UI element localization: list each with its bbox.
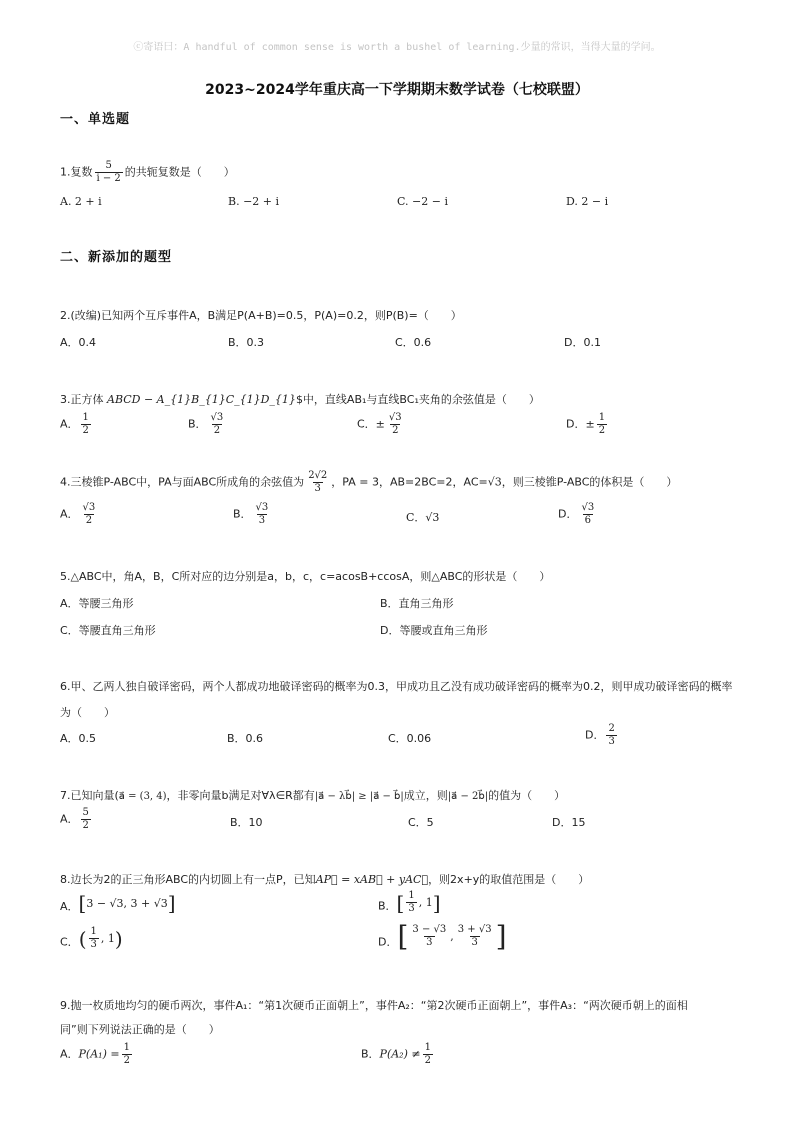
q1-prefix: 1.复数 xyxy=(60,165,93,179)
q3-a-label: A． xyxy=(60,417,79,431)
question-7-stem xyxy=(60,787,565,803)
q4-a-num: √3 xyxy=(82,502,96,513)
q3-option-d[interactable] xyxy=(566,412,609,437)
q5-option-d[interactable]: D．等腰或直角三角形 xyxy=(380,624,488,637)
q8-c-num: 1 xyxy=(90,926,97,937)
q2-option-b[interactable]: B．0.3 xyxy=(228,336,265,349)
q6-option-d[interactable] xyxy=(585,723,619,748)
q4-b-label: B． xyxy=(233,507,252,521)
q8-c-tail: , 1 xyxy=(100,932,115,945)
q7-a-num: 5 xyxy=(82,807,89,818)
q3-option-b[interactable] xyxy=(188,412,227,437)
q4-option-c[interactable]: C．√3 xyxy=(406,511,440,524)
q4-option-a[interactable] xyxy=(60,502,99,527)
q4-option-d[interactable] xyxy=(558,502,598,527)
q8-b-den: 3 xyxy=(408,903,415,914)
section-heading-new-types: 二、新添加的题型 xyxy=(60,250,173,265)
question-9-stem-line2: 同”则下列说法正确的是（ ） xyxy=(60,1023,220,1036)
q1-fraction xyxy=(95,160,123,185)
q6-option-a[interactable]: A．0.5 xyxy=(60,732,97,745)
q6-d-num: 2 xyxy=(608,723,615,734)
q4-d-label: D． xyxy=(558,507,578,521)
question-3-stem xyxy=(60,391,540,407)
question-6-stem-line1: 6.甲、乙两人独自破译密码，两个人都成功地破译密码的概率为0.3，甲成功且乙没有成功破译密码的概率为0.2，则甲成功破译密码的概率 xyxy=(60,680,733,693)
q3-stem-start: 3.正方体 xyxy=(60,393,107,406)
q8-c-label: C． xyxy=(60,935,79,949)
q1-suffix: 的共轭复数是（ ） xyxy=(124,165,235,179)
q8-a-label: A． xyxy=(60,900,79,913)
q9-option-b[interactable] xyxy=(361,1042,435,1067)
q6-option-c[interactable]: C．0.06 xyxy=(388,732,432,745)
q9-a-math: P(A₁) = xyxy=(78,1047,120,1061)
q8-option-b[interactable]: B． [ $\frac{1}{3}$ , 1 ] xyxy=(378,890,441,915)
q7-part2: a⃗ = (3, 4) xyxy=(118,791,167,802)
q3-c-den: 2 xyxy=(392,425,399,436)
page-title: 2023~2024学年重庆高一下学期期末数学试卷（七校联盟） xyxy=(205,82,589,98)
q8-option-d[interactable]: D． [ $\frac{3 - √3}{3}$ , $\frac{3 + √3}{3}$ ] xyxy=(378,919,507,953)
q3-stem-end: $中，直线AB₁与直线BC₁夹角的余弦值是（ ） xyxy=(295,393,540,406)
q3-stem-math: ABCD − A_{1}B_{1}C_{1}D_{1} xyxy=(107,393,296,406)
question-6-stem-line2: 为（ ） xyxy=(60,706,115,719)
q8-option-c[interactable]: C． ( $\frac{1}{3}$ , 1 ) xyxy=(60,926,123,951)
q8-d-den1: 3 xyxy=(426,937,433,948)
q8-d-num1: 3 − √3 xyxy=(412,924,447,935)
q9-b-math: P(A₂) ≠ xyxy=(379,1047,421,1061)
q9-b-den: 2 xyxy=(424,1055,431,1066)
q4-d-num: √3 xyxy=(581,502,595,513)
q1-option-c[interactable]: C. −2 − i xyxy=(397,195,448,208)
q2-option-d[interactable]: D．0.1 xyxy=(564,336,601,349)
q9-option-a[interactable] xyxy=(60,1042,134,1067)
q8-b-num: 1 xyxy=(408,890,415,901)
q4-part3: √3 xyxy=(487,475,502,489)
q8-a-body: 3 − √3, 3 + √3 xyxy=(86,896,168,910)
q9-b-num: 1 xyxy=(424,1042,431,1053)
q7-part6: |a⃗ − 2b⃗| xyxy=(447,791,489,802)
q3-a-den: 2 xyxy=(82,425,89,436)
q2-option-a[interactable]: A．0.4 xyxy=(60,336,97,349)
question-2-stem: 2.(改编)已知两个互斥事件A，B满足P(A+B)=0.5，P(A)=0.2，则P(B)=（ ） xyxy=(60,309,462,322)
q4-frac-num: 2√2 xyxy=(308,470,328,481)
q3-c-num: √3 xyxy=(388,412,402,423)
question-4-stem xyxy=(60,470,677,495)
q5-option-c[interactable]: C．等腰直角三角形 xyxy=(60,624,156,637)
watermark: ⓒ寄语曰：A handful of common sense is worth a bushel of learning.少量的常识，当得大量的学问。 xyxy=(133,42,661,53)
q8-d-label: D． xyxy=(378,935,398,949)
q9-a-label: A． xyxy=(60,1047,79,1061)
q6-d-den: 3 xyxy=(608,736,615,747)
q9-b-label: B． xyxy=(361,1047,380,1061)
q6-d-label: D． xyxy=(585,728,605,742)
question-9-stem-line1: 9.抛一枚质地均匀的硬币两次，事件A₁：“第1次硬币正面朝上”，事件A₂：“第2次硬币正面朝上”，事件A₃：“两次硬币朝上的面相 xyxy=(60,999,688,1012)
q7-part3: ，非零向量b满足对∀λ∈R都有 xyxy=(166,789,315,802)
q1-frac-num: 5 xyxy=(105,160,112,171)
q3-d-num: 1 xyxy=(598,412,606,423)
q3-b-num: √3 xyxy=(210,412,224,423)
q8-c-den: 3 xyxy=(90,939,97,950)
q7-a-label: A． xyxy=(60,812,79,826)
q5-option-a[interactable]: A．等腰三角形 xyxy=(60,597,134,610)
q8-d-den2: 3 xyxy=(471,937,478,948)
q7-option-a[interactable] xyxy=(60,807,93,832)
q3-b-label: B． xyxy=(188,417,207,431)
q8-part2: AP⃗ = xAB⃗ + yAC⃗ xyxy=(315,873,429,886)
q3-option-a[interactable] xyxy=(60,412,93,437)
q3-option-c[interactable] xyxy=(357,412,406,437)
q3-c-label: C．± xyxy=(357,417,385,431)
q8-b-tail: , 1 xyxy=(418,896,433,909)
question-1-stem xyxy=(60,160,235,185)
q9-a-den: 2 xyxy=(123,1055,130,1066)
q4-a-label: A． xyxy=(60,507,79,521)
section-heading-single-choice: 一、单选题 xyxy=(60,112,131,127)
q3-d-den: 2 xyxy=(598,425,606,436)
q7-option-c[interactable]: C．5 xyxy=(408,816,434,829)
q7-option-d[interactable]: D．15 xyxy=(552,816,586,829)
q4-part2: ，PA = 3，AB=2BC=2，AC= xyxy=(331,475,488,489)
q1-option-d[interactable]: D. 2 − i xyxy=(566,195,609,208)
q6-option-b[interactable]: B．0.6 xyxy=(227,732,264,745)
q4-part4: ，则三棱锥P-ABC的体积是（ ） xyxy=(501,475,678,489)
q3-b-den: 2 xyxy=(213,425,221,436)
q1-option-a[interactable]: A. 2 + i xyxy=(60,195,102,208)
q1-frac-den: i − 2 xyxy=(96,173,121,184)
q8-b-label: B． xyxy=(378,899,397,913)
question-8-stem xyxy=(60,871,589,887)
q7-part5: 成立，则 xyxy=(403,789,448,802)
q4-b-den: 3 xyxy=(258,515,266,526)
q8-option-a[interactable]: A． [ 3 − √3, 3 + √3 ] xyxy=(60,891,176,915)
q7-a-den: 2 xyxy=(82,820,89,831)
q7-part4: |a⃗ − λb⃗| ≥ |a⃗ − b⃗| xyxy=(314,791,404,802)
q3-a-num: 1 xyxy=(82,412,89,423)
q7-part1: 7.已知向量( xyxy=(60,789,119,802)
q8-d-num2: 3 + √3 xyxy=(457,924,492,935)
q4-d-den: 6 xyxy=(584,515,592,526)
q9-a-num: 1 xyxy=(123,1042,130,1053)
q4-frac-den: 3 xyxy=(314,483,321,494)
q7-option-b[interactable]: B．10 xyxy=(230,816,263,829)
q8-part1: 8.边长为2的正三角形ABC的内切圆上有一点P，已知 xyxy=(60,873,316,886)
q4-option-b[interactable] xyxy=(233,502,272,527)
q5-option-b[interactable]: B．直角三角形 xyxy=(380,597,454,610)
q3-d-label: D．± xyxy=(566,417,595,431)
q8-part3: ，则2x+y的取值范围是（ ） xyxy=(428,873,590,886)
q4-a-den: 2 xyxy=(85,515,93,526)
q1-option-b[interactable]: B. −2 + i xyxy=(228,195,280,208)
q7-part7: 的值为（ ） xyxy=(488,789,566,802)
q4-b-num: √3 xyxy=(255,502,269,513)
question-5-stem: 5.△ABC中，角A，B，C所对应的边分别是a，b，c，c=acosB+ccosA，则△ABC的形状是（ ） xyxy=(60,570,551,583)
q4-part1: 4.三棱锥P-ABC中，PA与面ABC所成角的余弦值为 xyxy=(60,475,305,489)
q2-option-c[interactable]: C．0.6 xyxy=(395,336,432,349)
